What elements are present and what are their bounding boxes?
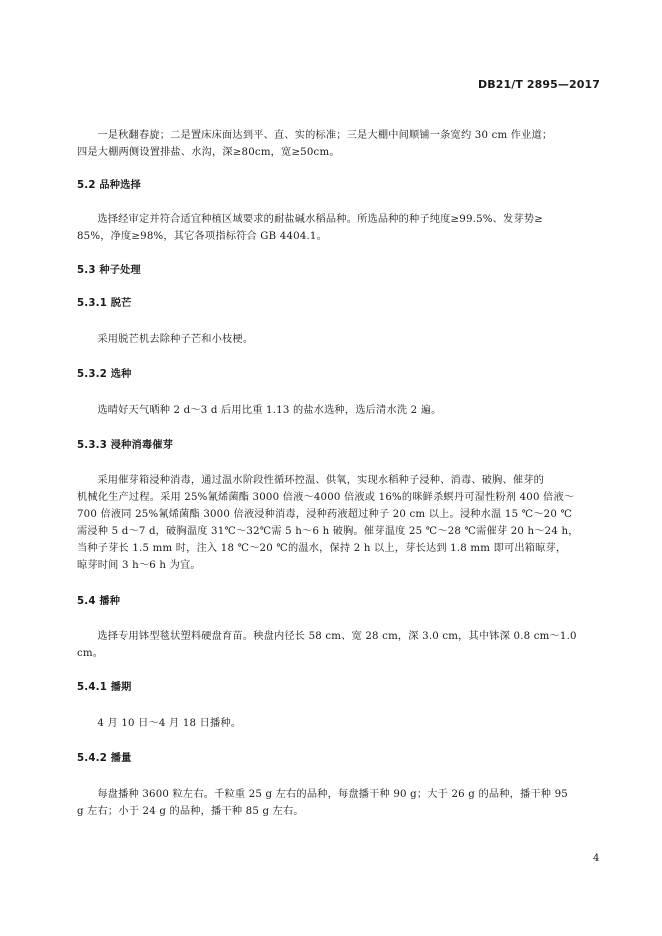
paragraph-sowing-period (77, 715, 602, 732)
section-heading-5-2: 5.2 品种选择 (77, 180, 141, 191)
text-line: 选择经审定并符合适宜种植区域要求的耐盐碱水稻品种。所选品种的种子纯度≥99.5%、发芽势≥ (97, 214, 543, 225)
text-line: 采用催芽箱浸种消毒，通过温水阶段性循环控温、供氧，实现水稻种子浸种、消毒、破胸、催芽的 (97, 475, 545, 486)
text-line: 需浸种 5 d～7 d，破胸温度 31℃～32℃需 5 h～6 h 破胸。催芽温度 25 ℃～28 ℃需催芽 20 h～24 h， (77, 526, 579, 537)
text-line: 一是秋翻春旋；二是置床床面达到平、直、实的标准；三是大棚中间顺铺一条宽约 30 cm 作业道； (97, 130, 553, 141)
section-heading-5-3: 5.3 种子处理 (77, 265, 141, 276)
standard-code: DB21/T 2895—2017 (477, 78, 600, 91)
section-heading-5-3-1: 5.3.1 脱芒 (77, 298, 132, 309)
section-heading-5-4-2: 5.4.2 播量 (77, 753, 132, 764)
paragraph-site-prep (77, 127, 602, 161)
section-heading-5-4-1: 5.4.1 播期 (77, 682, 132, 693)
paragraph-soaking (77, 472, 602, 574)
section-heading-5-3-3: 5.3.3 浸种消毒催芽 (77, 440, 174, 451)
text-line: 当种子芽长 1.5 mm 时，注入 18 ℃～20 ℃的温水，保持 2 h 以上，芽长达到 1.8 mm 即可出箱晾芽， (77, 543, 567, 554)
text-line: g 左右；小于 24 g 的品种，播干种 85 g 左右。 (77, 806, 304, 817)
text-line: 采用脱芒机去除种子芒和小枝梗。 (97, 334, 254, 345)
text-line: 700 倍液同 25%氰烯菌酯 3000 倍液浸种消毒，浸种药液超过种子 20 cm 以上。浸种水温 15 ℃～20 ℃ (77, 509, 573, 520)
text-line: 机械化生产过程。采用 25%氰烯菌酯 3000 倍液～4000 倍液或 16%的咪鲜杀螟丹可湿性粉剂 400 倍液～ (77, 492, 575, 503)
text-line: 选晴好天气晒种 2 d～3 d 后用比重 1.13 的盐水选种，选后清水洗 2 遍。 (97, 405, 442, 416)
paragraph-sowing-rate (77, 786, 602, 820)
text-line: 每盘播种 3600 粒左右。千粒重 25 g 左右的品种，每盘播干种 90 g；大于 26 g 的品种，播干种 95 (97, 789, 568, 800)
paragraph-variety (77, 211, 602, 245)
text-line: 晾芽时间 3 h～6 h 为宜。 (77, 560, 201, 571)
section-heading-5-4: 5.4 播种 (77, 596, 121, 607)
paragraph-sowing (77, 628, 602, 662)
text-line: 85%，净度≥98%，其它各项指标符合 GB 4404.1。 (77, 231, 328, 242)
text-line: 四是大棚两侧设置排盐、水沟，深≥80cm，宽≥50cm。 (77, 147, 340, 158)
text-line: cm。 (77, 648, 104, 659)
text-line: 选择专用钵型毯状塑料硬盘育苗。秧盘内径长 58 cm、宽 28 cm，深 3.0 cm，其中钵深 0.8 cm～1.0 (97, 631, 577, 642)
text-line: 4 月 10 日～4 月 18 日播种。 (97, 718, 242, 729)
page-number: 4 (593, 853, 600, 864)
document-body (77, 127, 602, 820)
paragraph-seed-selection (77, 402, 602, 419)
section-heading-5-3-2: 5.3.2 选种 (77, 369, 132, 380)
paragraph-deawning (77, 331, 602, 348)
